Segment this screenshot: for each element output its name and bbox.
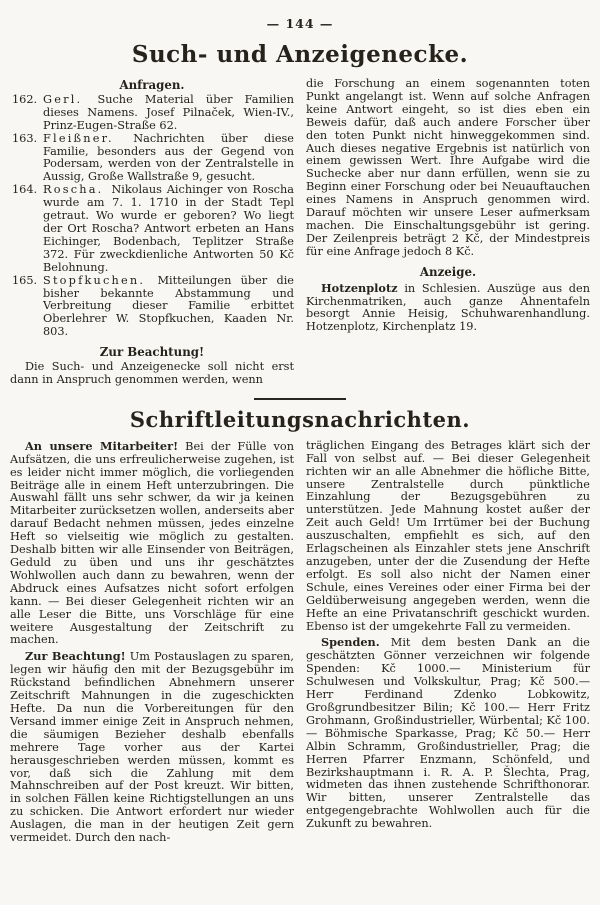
query-surname: Stopfkuchen. (43, 273, 146, 287)
query-text: Mitteilungen über die bisher bekannte Abstammung und Verbreitung dieser Familie erbittet Oberlehrer W. Stopfkuchen, Kaaden Nr. 803. (43, 273, 294, 339)
query-item-164 (10, 184, 294, 274)
query-number: 164. (12, 183, 38, 197)
query-number: 163. (12, 131, 38, 145)
query-item-162 (10, 94, 294, 133)
section1-title: Such- und Anzeigenecke. (131, 41, 469, 68)
section-divider-rule (254, 398, 346, 400)
notice-paragraph: Die Such- und Anzeigenecke soll nicht erst dann in Anspruch genommen werden, wenn (10, 360, 294, 386)
mitarbeiter-text: Bei der Fülle von Aufsätzen, die uns erfreulicherweise zugehen, ist es leider nicht immer möglich, die vorliegenden Beiträge alle in einem Heft unterzubringen. Die Auswahl fällt uns sehr schwer, da wir ja keinen Mitarbeiter zurücksetzen wollen, anderseits aber darauf Bedacht nehmen müssen, jedes einzelne Heft so vielseitig wie möglich zu gestalten. Deshalb bitten wir alle Einsender von Beiträgen, Geduld zu üben und uns ihr geschätztes Wohlwollen auch dann zu bewahren, wenn der Abdruck eines Aufsatzes nicht sofort erfolgen kann. — Bei dieser Gelegenheit richten wir an alle Leser die Bitte, uns Vorschläge für eine weitere Ausgestaltung der Zeitschrift zu machen. (10, 439, 294, 647)
section2-right-column (306, 440, 590, 831)
section2-title: Schriftleitungsnachrichten. (129, 406, 471, 432)
beachtung-paragraph (10, 650, 294, 845)
mitarbeiter-paragraph (10, 440, 294, 648)
section2-left-column (10, 440, 294, 845)
query-surname: Fleißner. (43, 131, 114, 145)
query-surname: Gerl. (43, 92, 83, 106)
query-text: Suche Material über Familien dieses Namens. Josef Pilnaček, Wien-IV., Prinz-Eugen-Straße 62. (43, 92, 294, 132)
query-number: 162. (12, 92, 38, 106)
beachtung-continuation-paragraph: träglichen Eingang des Betrages klärt sich der Fall von selbst auf. — Bei dieser Gelegenheit richten wir an alle Abnehmer die höfliche Bitte, unsere Zentralstelle durch pünktliche Einzahlung der Bezugsgebühren zu unterstützen. Jede Mahnung kostet außer der Zeit auch Geld! Um Irrtümer bei der Buchung auszuschalten, empfiehlt es sich, auf den Erlagscheinen als Einzahler stets jene Anschrift anzugeben, unter der die Zusendung der Hefte erfolgt. Es soll also nicht der Namen einer Schule, eines Vereines oder einer Firma bei der Geldüberweisung angegeben werden, wenn die Hefte an eine Privatanschrift geschickt wurden. Ebenso ist der umgekehrte Fall zu vermeiden. (306, 438, 590, 633)
spenden-paragraph (306, 636, 590, 831)
spenden-text: Mit dem besten Dank an die geschätzten Gönner verzeichnen wir folgende Spenden: Kč 1000.— Ministerium für Schulwesen und Volkskultur, Prag; Kč 500.— Herr Ferdinand Zdenko Lobkowitz, Großgrundbesitzer Bilin; Kč 100.— Herr Fritz Grohmann, Großindustrieller, Würbental; Kč 100.— Böhmische Sparkasse, Prag; Kč 50.— Herr Albin Schramm, Großindustrieller, Prag; die Herren Pfarrer Enzmann, Schönfeld, und Bezirkshauptmann i. R. A. P. Šlechta, Prag, widmeten das ihnen zustehende Schrifthonorar. Wir bitten, unserer Zentralstelle das entgegengebrachte Wohlwollen auch für die Zukunft zu bewahren. (306, 636, 590, 831)
anzeige-heading: Anzeige. (419, 264, 477, 279)
suchecke-continuation-paragraph: die Forschung an einem sogenannten toten Punkt angelangt ist. Wenn auf solche Anfragen keine Antwort eingeht, so ist dies eben ein Beweis dafür, daß auch andere Forscher über den toten Punkt nicht hinweggekommen sind. Auch dieses negative Ergebnis ist natürlich von einem gewissen Wert. Ihre Aufgabe wird die Suchecke aber nur dann erfüllen, wenn sie zu Beginn einer Forschung oder bei Neuauftauchen eines Namens in Anspruch genommen wird. Darauf möchten wir unsere Leser aufmerksam machen. Die Einschaltungsgebühr ist gering. Der Zeilenpreis beträgt 2 Kč, der Mindestpreis für eine Anfrage jedoch 8 Kč. (306, 77, 590, 258)
section1-left-column (10, 78, 294, 387)
advertisement-text: in Schlesien. Auszüge aus den Kirchenmatriken, auch ganze Ahnentafeln besorgt Annie Heisig, Schuhwarenhandlung. Hotzenplotz, Kirchenplatz 19. (306, 281, 590, 334)
query-item-163 (10, 133, 294, 185)
beachtung-text: Um Postauslagen zu sparen, legen wir häufig den mit der Bezugsgebühr im Rückstand befindlichen Abnehmern unserer Zeitschrift Mahnungen in die zugeschickten Hefte. Da nun die Vorbereitungen für den Versand immer einige Zeit in Anspruch nehmen, die säumigen Bezieher deshalb ebenfalls mehrere Tage vorher aus der Kartei herausgeschrieben werden müssen, kommt es vor, daß sich die Zahlung mit dem Mahnschreiben auf der Post kreuzt. Wir bitten, in solchen Fällen keine Richtigstellungen an uns zu schicken. Die Antwort erfordert nur wieder Auslagen, die man in der heutigen Zeit gern vermeidet. Durch den nach- (10, 650, 294, 845)
section1-right-column (306, 78, 590, 334)
advertisement-paragraph (306, 282, 590, 335)
beachtung-lead: Zur Beachtung! (25, 649, 126, 664)
spenden-lead: Spenden. (321, 635, 380, 650)
zur-beachtung-heading: Zur Beachtung! (99, 345, 205, 360)
mitarbeiter-lead: An unsere Mitarbeiter! (25, 438, 179, 453)
anfragen-heading: Anfragen. (119, 78, 185, 92)
advertisement-lead: Hotzenplotz (321, 280, 398, 295)
page-number: — 144 — (266, 16, 334, 31)
query-number: 165. (12, 273, 38, 287)
query-item-165 (10, 275, 294, 340)
section1-columns (10, 78, 590, 387)
query-surname: Roscha. (43, 183, 104, 197)
query-text: Nikolaus Aichinger von Roscha wurde am 7. 1. 1710 in der Stadt Tepl getraut. Wo wurde er geboren? Wo liegt der Ort Roscha? Antwort erbeten an Hans Eichinger, Bodenbach, Teplitzer Straße 372. Für zweckdienliche Antworten 50 Kč Belohnung. (43, 183, 295, 274)
query-text: Nachrichten über diese Familie, besonders aus der Gegend von Podersam, werden von der Zentralstelle in Aussig, Große Wallstraße 9, gesucht. (43, 131, 294, 184)
section2-columns (10, 440, 590, 845)
